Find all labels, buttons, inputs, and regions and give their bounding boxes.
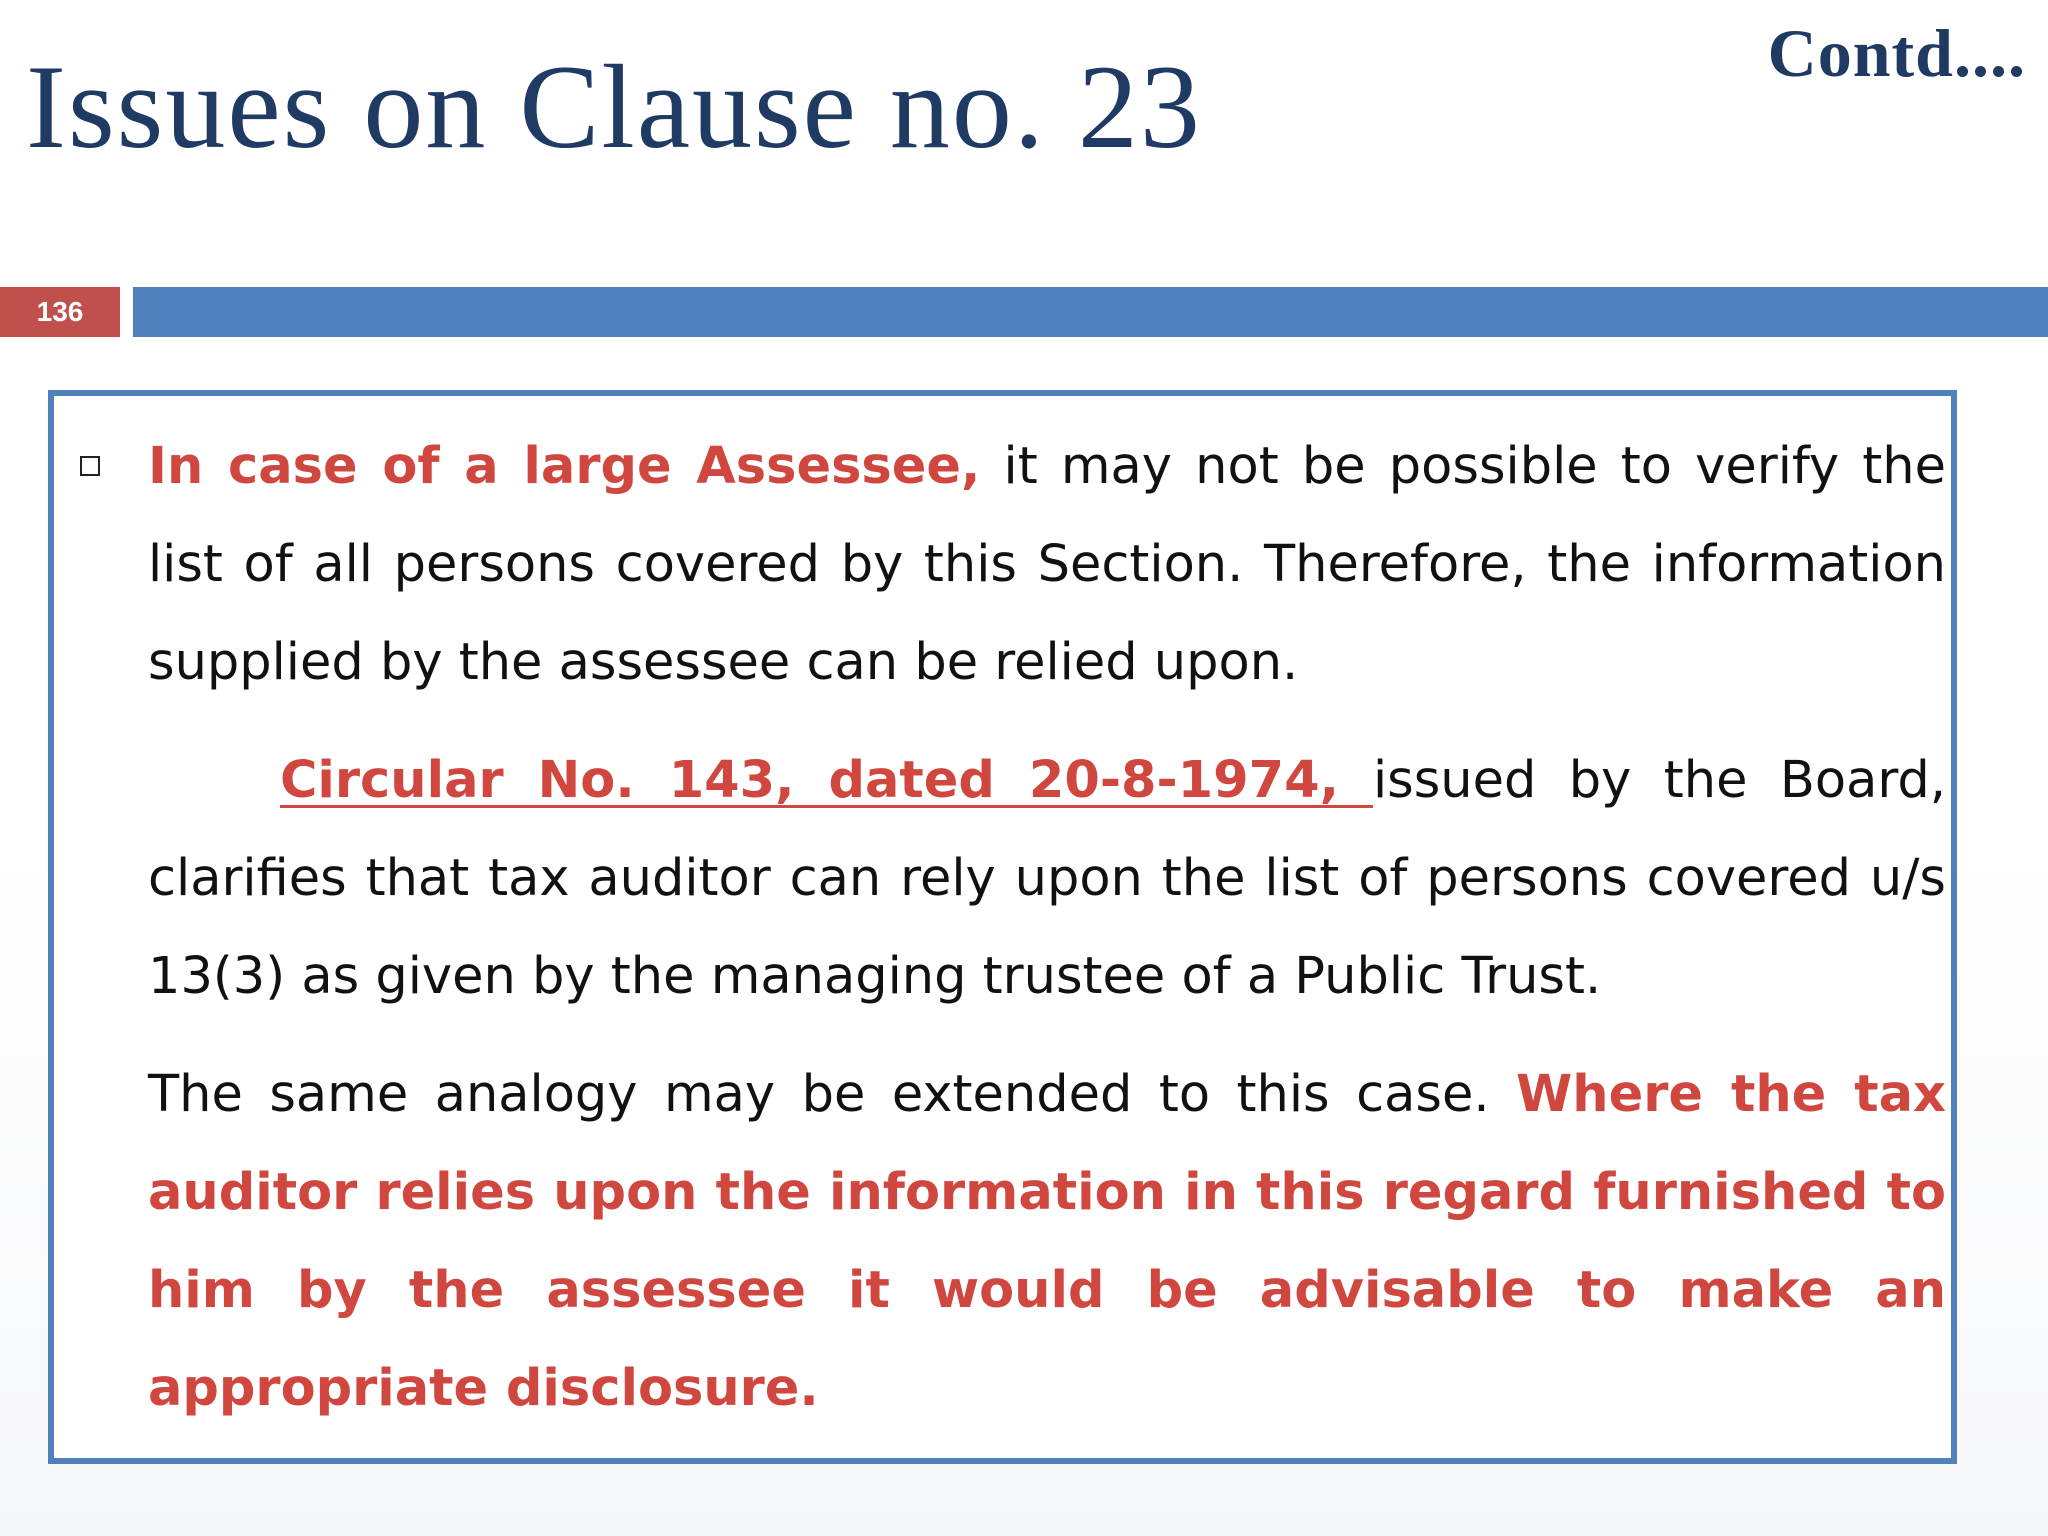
paragraph-1 xyxy=(148,418,1946,712)
content-box xyxy=(48,390,1957,1464)
hollow-square-bullet-icon xyxy=(80,456,100,476)
continued-label: Contd.... xyxy=(1767,15,2026,91)
paragraph-3-text: The same analogy may be extended to this case. xyxy=(148,1065,1517,1124)
paragraph-2 xyxy=(148,732,1946,1026)
content-text xyxy=(148,418,1946,1438)
highlight-disclosure-advice: Where the tax auditor relies upon the information in this regard furnished to him by the assessee it would be advisable to make an appropriate disclosure. xyxy=(148,1065,1946,1418)
circular-reference-link[interactable]: Circular No. 143, dated 20-8-1974, xyxy=(280,751,1373,810)
paragraph-2-text: issued by the Board, clarifies that tax auditor can rely upon the list of persons covered u/s 13(3) as given by the managing trustee of a Public Trust. xyxy=(148,751,1946,1006)
highlight-large-assessee: In case of a large Assessee, xyxy=(148,437,981,496)
slide-number-badge: 136 xyxy=(0,287,120,337)
paragraph-3 xyxy=(148,1046,1946,1438)
header-divider-bar xyxy=(133,287,2048,337)
slide-title: Issues on Clause no. 23 xyxy=(26,40,1202,173)
paragraph-1-text: it may not be possible to verify the list of all persons covered by this Section. Therefore, the information supplied by the assessee can be relied upon. xyxy=(148,437,1946,692)
